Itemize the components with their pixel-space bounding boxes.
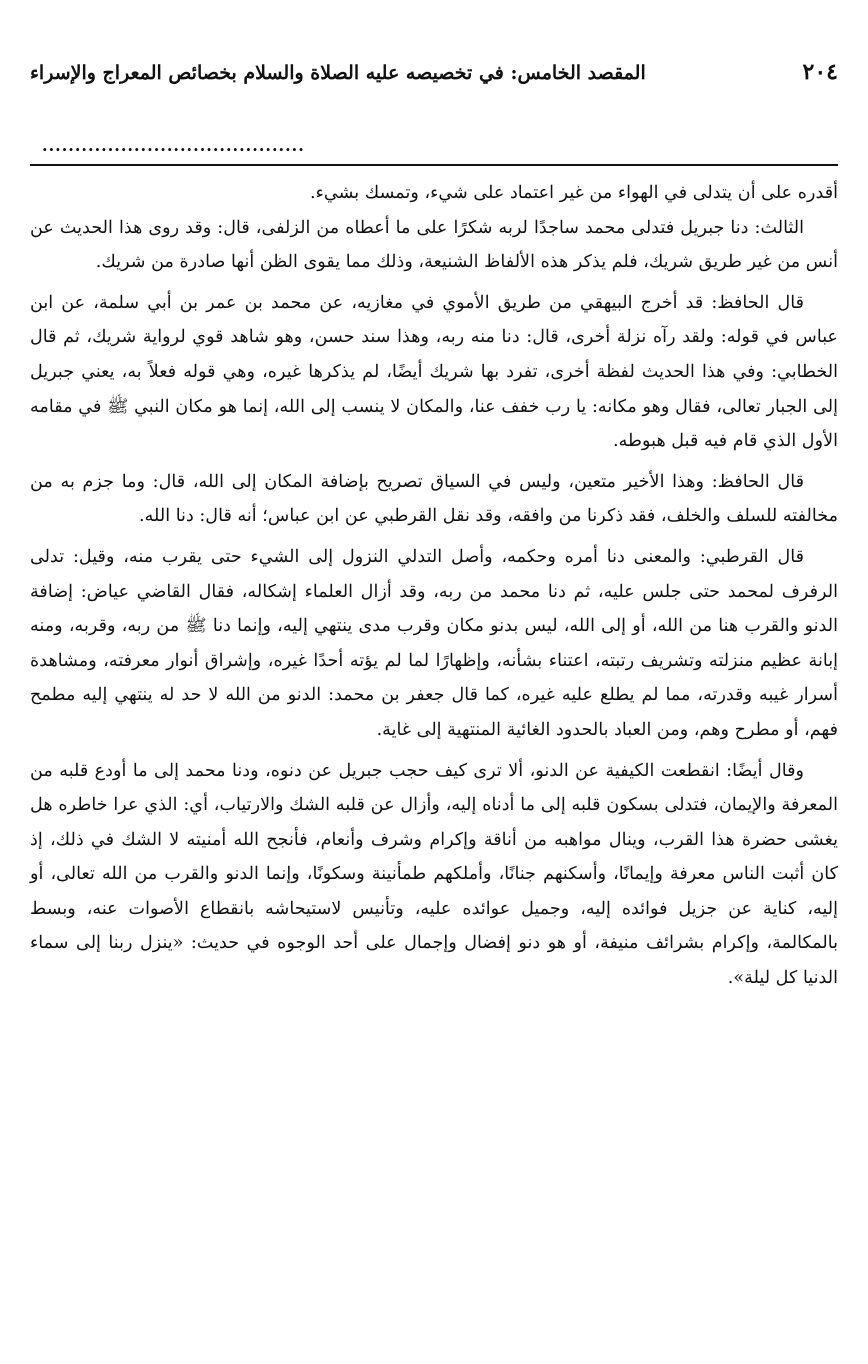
header-rule [30, 164, 838, 166]
ellipsis-line: ........................................ [42, 136, 305, 155]
paragraph-continuation: أقدره على أن يتدلى في الهواء من غير اعتماد على شيء، وتمسك بشيء. [310, 183, 838, 203]
book-page [30, 58, 838, 996]
page-header [30, 58, 838, 88]
body-text [30, 176, 838, 996]
paragraph-qurtubi: قال القرطبي: والمعنى دنا أمره وحكمه، وأصل التدلي النزول إلى الشيء حتى يقرب منه، وقيل: تدلى الرفرف لمحمد حتى جلس عليه، ثم دنا محمد من ربه، وقد أزال العلماء إشكاله، فقال القاضي عياض: إضافة الدنو والقرب هنا من الله، أو إلى الله، ليس بدنو مكان وقرب مدى ينتهي إليه، وإنما دنا ﷺ من ربه، وقربه، ومنه إبانة عظيم منزلته وتشريف رتبته، اعتناء بشأنه، وإظهارًا لما لم يؤته أحدًا غيره، وإشراق أنوار معرفته، ومشاهدة أسرار غيبه وقدرته، مما لم يطلع عليه غيره، كما قال جعفر بن محمد: الدنو من الله لا حد له ينتهي إليه مطمح فهم، أو مطرح وهم، ومن العباد بالحدود الغائية المنتهية إلى غاية. [30, 546, 838, 740]
paragraph-hafiz-determined: قال الحافظ: وهذا الأخير متعين، وليس في السياق تصريح بإضافة المكان إلى الله، قال: وما جزم به من مخالفته للسلف والخلف، فقد ذكرنا من وافقه، وقد نقل القرطبي عن ابن عباس؛ أنه قال: دنا الله. [30, 471, 838, 527]
paragraph-also-said: وقال أيضًا: انقطعت الكيفية عن الدنو، ألا ترى كيف حجب جبريل عن دنوه، ودنا محمد إلى ما أودع قلبه من المعرفة والإيمان، فتدلى بسكون قلبه إلى ما أدناه إليه، وأزال عن قلبه الشك والارتياب، أي: الذي عرا خاطره هل يغشى حضرة هذا القرب، وينال مواهبه من أناقة وإكرام وشرف وأنعام، فأنجح الله أمنيته لا الشك في ذلك، إذ كان أثبت الناس معرفة وإيمانًا، وأسكنهم جنانًا، وأملكهم طمأنينة وسكونًا، وإنما الدنو والقرب من الله تعالى، أو إليه، كناية عن جزيل فوائده إليه، وجميل عوائده عليه، وتأنيس لاستيحاشه بانقطاع الأصوات عنه، وبسط بالمكالمة، وإكرام بشرائف منيفة، أو هو دنو إفضال وإجمال على أحد الوجوه في حديث: «ينزل ربنا إلى سماء الدنيا كل ليلة». [30, 760, 838, 989]
page-number: ٢٠٤ [802, 59, 838, 85]
paragraph-hafiz-bayhaqi: قال الحافظ: قد أخرج البيهقي من طريق الأموي في مغازيه، عن محمد بن عمر بن أبي سلمة، عن ابن عباس في قوله: ولقد رآه نزلة أخرى، قال: دنا منه ربه، وهذا سند حسن، وهو شاهد قوي لرواية شريك، ثم قال الخطابي: وفي هذا الحديث لفظة أخرى، تفرد بها شريك أيضًا، لم يذكرها غيره، وهي قوله فعلاً به، يعني جبريل إلى الجبار تعالى، فقال وهو مكانه: يا رب خفف عنا، والمكان لا ينسب إلى الله، إنما هو مكان النبي ﷺ في مقامه الأول الذي قام فيه قبل هبوطه. [30, 292, 838, 452]
paragraph-third-opinion: الثالث: دنا جبريل فتدلى محمد ساجدًا لربه شكرًا على ما أعطاه من الزلفى، قال: وقد روى هذا الحديث عن أنس من غير طريق شريك، فلم يذكر هذه الألفاظ الشنيعة، وذلك مما يقوى الظن أنها صادرة من شريك. [30, 217, 838, 273]
running-title: المقصد الخامس: في تخصيصه عليه الصلاة والسلام بخصائص المعراج والإسراء [30, 62, 646, 84]
